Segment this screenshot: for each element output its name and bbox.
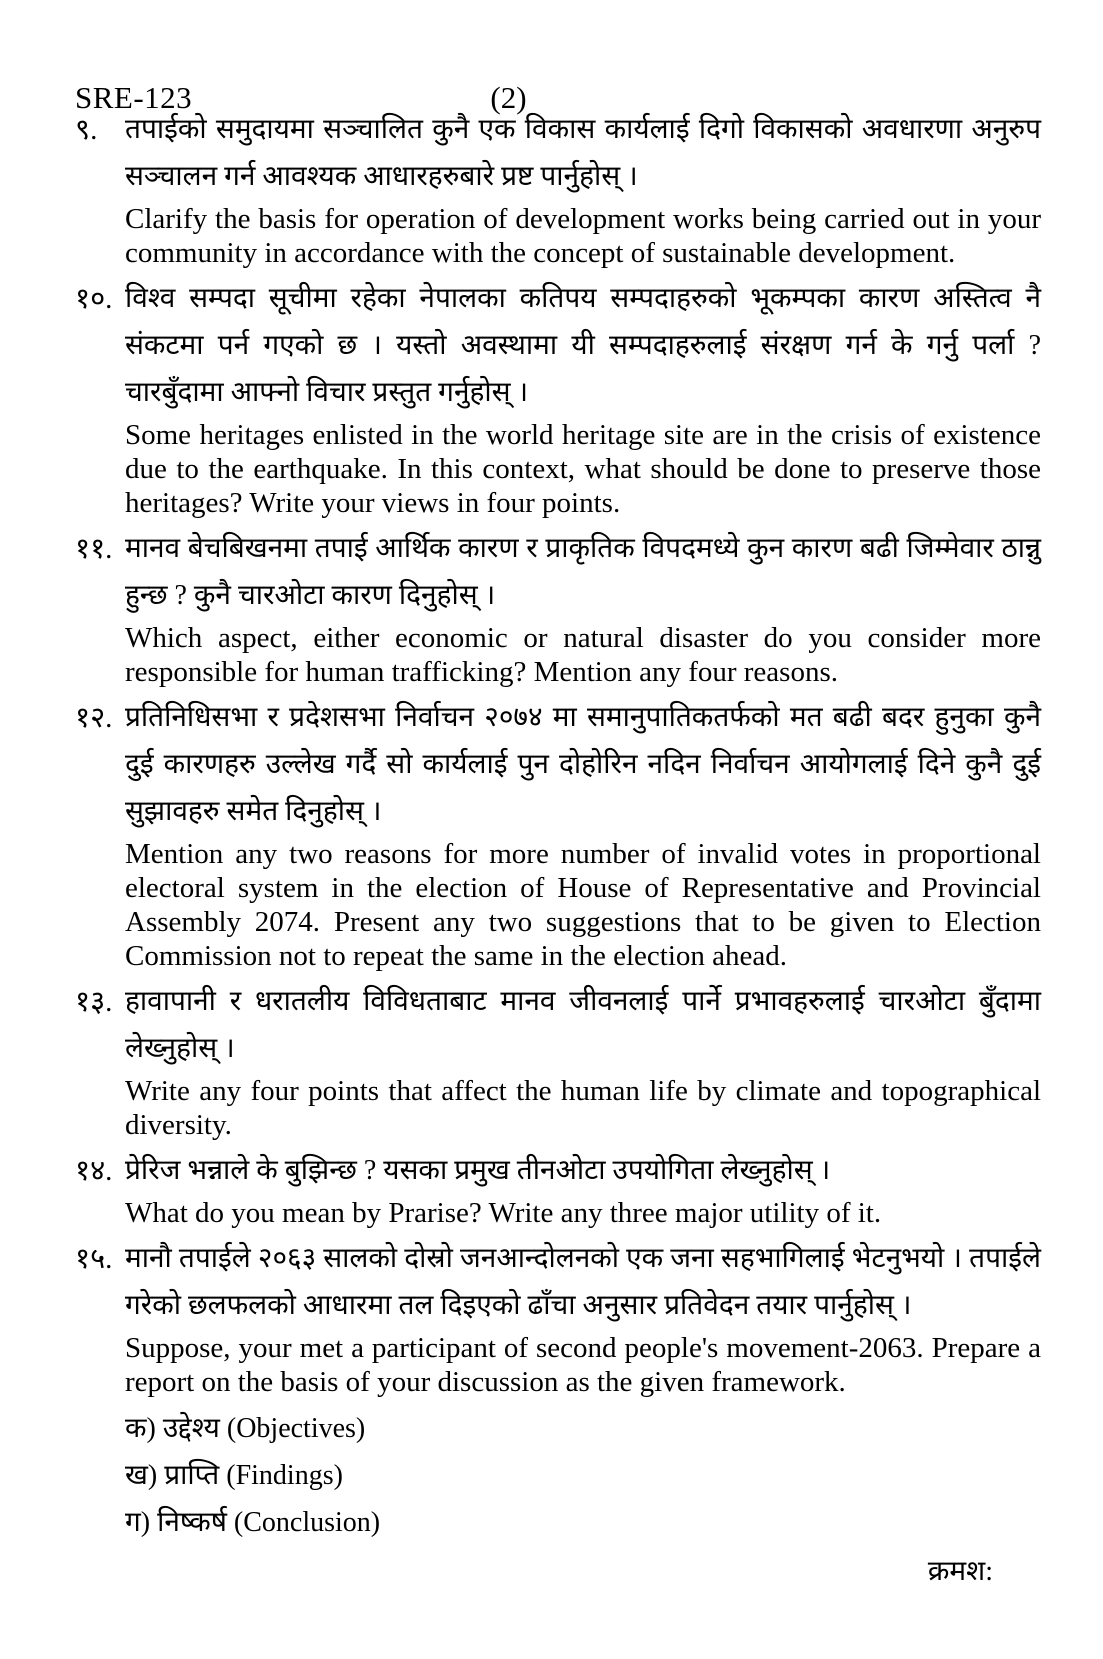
question-11-body: [125, 525, 1041, 689]
question-10: [75, 275, 1041, 520]
framework-item-objectives: क) उद्देश्य (Objectives): [125, 1413, 366, 1444]
question-11-english-text: Which aspect, either economic or natural disaster do you consider more responsible for human trafficking? Mention any four reasons.: [125, 622, 1041, 688]
question-10-body: [125, 275, 1041, 520]
question-15: [75, 1235, 1041, 1546]
question-11-nepali-text: मानव बेचबिखनमा तपाई आर्थिक कारण र प्राकृतिक विपदमध्ये कुन कारण बढी जिम्मेवार ठान्नु हुन्छ ? कुनै चारओटा कारण दिनुहोस् ।: [125, 533, 1041, 611]
question-14-nepali-text: प्रेरिज भन्नाले के बुझिन्छ ? यसका प्रमुख तीनओटा उपयोगिता लेख्नुहोस् ।: [125, 1155, 831, 1186]
question-12-english-text: Mention any two reasons for more number of invalid votes in proportional electoral system in the election of House of Representative and Provincial Assembly 2074. Present any two suggestions that to be given to Election Commission not to repeat the same in the election ahead.: [125, 838, 1041, 972]
framework-item-findings: ख) प्राप्ति (Findings): [125, 1460, 343, 1491]
question-13-nepali-text: हावापानी र धरातलीय विविधताबाट मानव जीवनलाई पार्ने प्रभावहरुलाई चारओटा बुँदामा लेख्नुहोस् ।: [125, 986, 1041, 1064]
question-13-number: १३.: [75, 986, 113, 1018]
question-14-number: १४.: [75, 1155, 113, 1187]
question-9-nepali-text: तपाईको समुदायमा सञ्चालित कुनै एक विकास कार्यलाई दिगो विकासको अवधारणा अनुरुप सञ्चालन गर्न आवश्यक आधारहरुबारे प्रष्ट पार्नुहोस् ।: [125, 114, 1041, 192]
question-15-number: १५.: [75, 1243, 113, 1275]
question-14-english-text: What do you mean by Prarise? Write any three major utility of it.: [125, 1197, 882, 1229]
question-11-number: ११.: [75, 533, 113, 565]
question-14: [75, 1147, 1041, 1230]
question-14-body: [125, 1147, 1041, 1230]
question-13: [75, 978, 1041, 1142]
question-10-number: १०.: [75, 283, 113, 315]
paper-code: SRE-123: [75, 80, 193, 115]
question-10-nepali-text: विश्व सम्पदा सूचीमा रहेका नेपालका कतिपय सम्पदाहरुको भूकम्पका कारण अस्तित्व नै संकटमा पर्न गएको छ । यस्तो अवस्थामा यी सम्पदाहरुलाई संरक्षण गर्न के गर्नु पर्ला ? चारबुँदामा आफ्नो विचार प्रस्तुत गर्नुहोस् ।: [125, 283, 1041, 408]
question-9: [75, 106, 1041, 270]
question-12-nepali-text: प्रतिनिधिसभा र प्रदेशसभा निर्वाचन २०७४ मा समानुपातिकतर्फको मत बढी बदर हुनुका कुनै दुई कारणहरु उल्लेख गर्दै सो कार्यलाई पुन दोहोरिन नदिन निर्वाचन आयोगलाई दिने कुनै दुई सुझावहरु समेत दिनुहोस् ।: [125, 702, 1041, 827]
question-12: [75, 694, 1041, 973]
continued-note: क्रमश:: [927, 1556, 993, 1587]
question-12-body: [125, 694, 1041, 973]
question-11: [75, 525, 1041, 689]
question-15-english-text: Suppose, your met a participant of second people's movement-2063. Prepare a report on the basis of your discussion as the given framework.: [125, 1332, 1041, 1398]
question-9-body: [125, 106, 1041, 270]
page-footer: [75, 1551, 1041, 1659]
question-15-nepali-text: मानौ तपाईले २०६३ सालको दोस्रो जनआन्दोलनको एक जना सहभागिलाई भेटनुभयो । तपाईले गरेको छलफलको आधारमा तल दिइएको ढाँचा अनुसार प्रतिवेदन तयार पार्नुहोस् ।: [125, 1243, 1041, 1321]
question-15-body: [125, 1235, 1041, 1546]
question-15-framework-list: [125, 1405, 1041, 1546]
question-13-english-text: Write any four points that affect the human life by climate and topographical diversity.: [125, 1075, 1041, 1141]
question-9-english-text: Clarify the basis for operation of development works being carried out in your community in accordance with the concept of sustainable development.: [125, 203, 1041, 269]
question-10-english-text: Some heritages enlisted in the world heritage site are in the crisis of existence due to the earthquake. In this context, what should be done to preserve those heritages? Write your views in four points.: [125, 419, 1041, 519]
framework-item-conclusion: ग) निष्कर्ष (Conclusion): [125, 1507, 381, 1538]
question-list: [75, 106, 1041, 1551]
question-9-number: ९.: [75, 114, 98, 146]
question-13-body: [125, 978, 1041, 1142]
page-number: (2): [490, 80, 527, 115]
question-12-number: १२.: [75, 702, 113, 734]
